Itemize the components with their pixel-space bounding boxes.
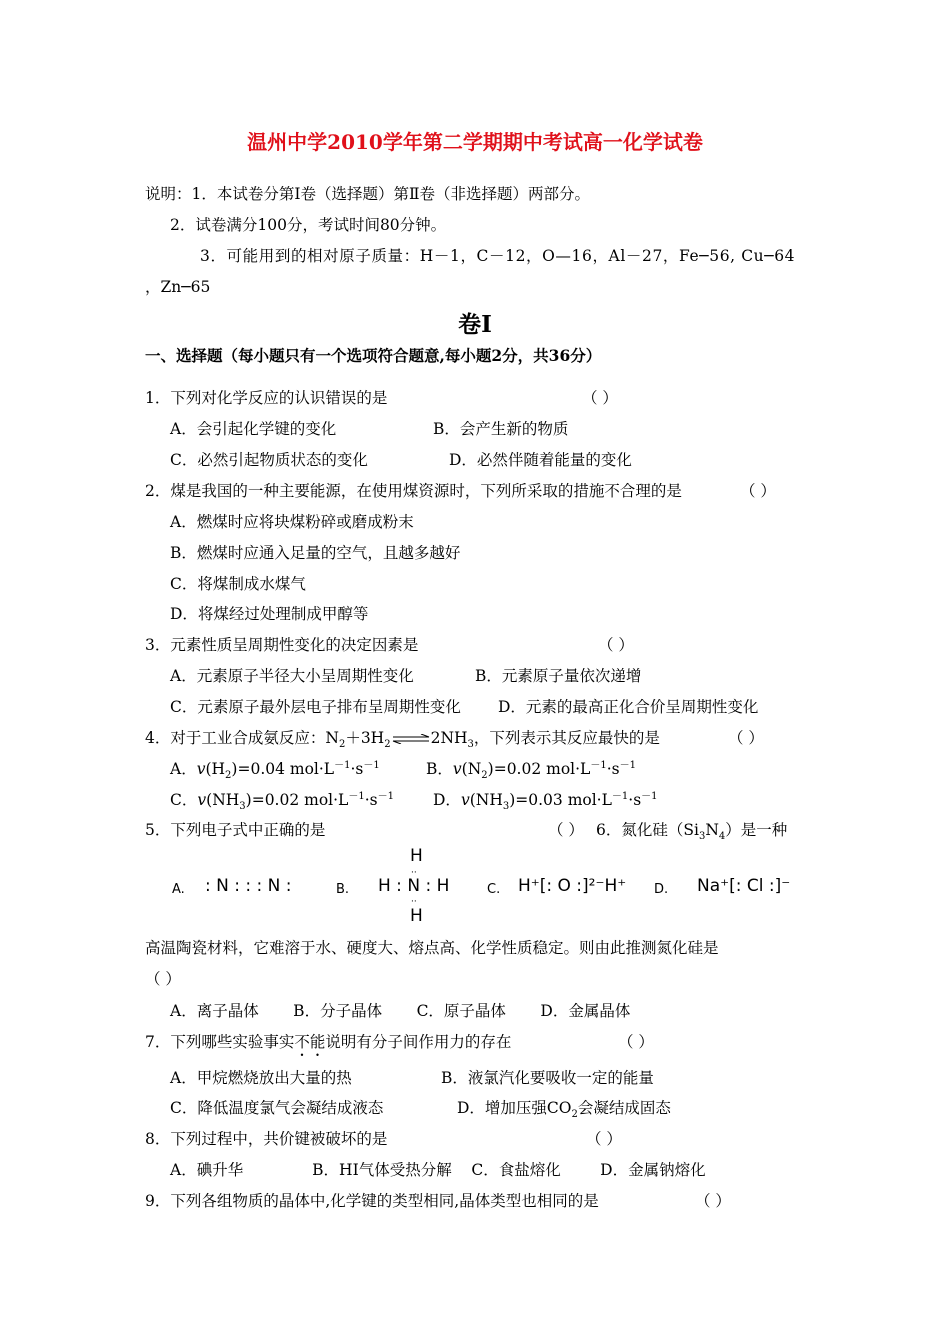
q4-c-species: (NH: [206, 791, 240, 809]
q4-n2-sub: 2: [338, 739, 346, 751]
q4-b-sub: 2: [481, 770, 488, 782]
q4-stem-mid: ＋3H: [345, 729, 385, 747]
q4-d-unit: ·s: [628, 791, 642, 809]
q6-options: A．离子晶体 B．分子晶体 C．原子晶体 D．金属晶体: [170, 1002, 631, 1020]
q4-option-b: [426, 759, 636, 782]
q4-d-label: D．: [433, 791, 461, 809]
formula-b-h-bottom: H: [410, 906, 423, 926]
q1-option-a: A．会引起化学键的变化: [170, 420, 337, 438]
formula-option-b: [336, 878, 349, 898]
formula-a: [205, 876, 292, 896]
q1-answer-bracket[interactable]: （ ）: [582, 389, 618, 407]
q6-sub4: 4: [718, 831, 726, 843]
q4-stem-pre: 4．对于工业合成氨反应：N: [145, 729, 339, 747]
q2-option-b: B．燃煤时应通入足量的空气，且越多越好: [170, 544, 461, 562]
q4-a-unit: ·s: [350, 760, 364, 778]
q4-d-sup2: －1: [641, 790, 658, 802]
q3-stem: 3．元素性质呈周期性变化的决定因素是: [145, 636, 419, 654]
q4-b-v: v: [452, 760, 462, 778]
formula-b-bottom-h: [410, 906, 423, 926]
q1-stem: 1．下列对化学反应的认识错误的是: [145, 389, 388, 407]
q4-option-d: [433, 790, 658, 813]
q4-stem-end: ，下列表示其反应最快的是: [473, 729, 660, 747]
q8-stem: 8．下列过程中，共价键被破坏的是: [145, 1130, 388, 1148]
q6-stem-b: N: [705, 821, 719, 839]
q4-b-value: )=0.02 mol·L: [487, 760, 591, 778]
q4-d-sup1: －1: [611, 790, 629, 802]
q1-option-c: C．必然引起物质状态的变化: [170, 451, 368, 469]
q7-d-b: 会凝结成固态: [577, 1099, 671, 1117]
q3-answer-bracket[interactable]: （ ）: [598, 636, 634, 654]
volume-heading: 卷Ⅰ: [458, 311, 492, 338]
formula-b: [378, 876, 449, 896]
formula-d-text: Na⁺[: Cl :]⁻: [697, 876, 791, 896]
q4-b-unit: ·s: [606, 760, 620, 778]
q4-c-sup2: －1: [377, 790, 394, 802]
q8-answer-bracket[interactable]: （ ）: [586, 1130, 622, 1148]
page-title: 温州中学2010学年第二学期期中考试高一化学试卷: [247, 130, 703, 154]
q4-b-sup2: －1: [619, 759, 636, 771]
formula-b-dots-top: ··: [411, 868, 417, 878]
q7-d-sub: 2: [571, 1109, 578, 1121]
q9-stem: 9．下列各组物质的晶体中,化学键的类型相同,晶体类型也相同的是: [145, 1192, 599, 1210]
q6-stem: [596, 820, 788, 843]
formula-c-label: C.: [487, 882, 501, 897]
q4-option-c: [170, 790, 394, 813]
q7-emphasis: 不能: [294, 1033, 326, 1051]
q6-sub3: 3: [698, 831, 706, 843]
q4-b-label: B．: [426, 760, 453, 778]
q2-option-c: C．将煤制成水煤气: [170, 575, 306, 593]
q4-c-sub: 3: [239, 801, 246, 813]
formula-b-label: B.: [336, 882, 350, 897]
formula-b-h-top: H: [410, 846, 423, 866]
q4-a-sup1: －1: [334, 759, 351, 771]
formula-option-d: [654, 878, 668, 898]
q5-answer-bracket[interactable]: （ ）: [548, 821, 584, 839]
q2-option-d: D．将煤经过处理制成甲醇等: [170, 605, 369, 623]
formula-a-label: A.: [172, 882, 185, 897]
q4-a-sup2: －1: [363, 759, 380, 771]
note-3: 3．可能用到的相对原子质量：H－1，C－12，O—16，Al－27，Fe─56, Cu─64: [200, 247, 796, 265]
section-heading: 一、选择题（每小题只有一个选项符合题意,每小题2分，共36分）: [145, 346, 602, 365]
q4-h2-sub: 2: [384, 739, 391, 751]
q4-b-sup1: －1: [590, 759, 607, 771]
q7-option-b: B．液氯汽化要吸收一定的能量: [441, 1069, 654, 1087]
q4-a-species: (H: [205, 760, 226, 778]
q7-d-a: D．增加压强CO: [457, 1099, 572, 1117]
formula-c-text: H⁺[: O :]²⁻H⁺: [518, 876, 627, 896]
q4-c-value: )=0.02 mol·L: [245, 791, 349, 809]
formula-a-text: : N : : : N :: [205, 876, 292, 896]
formula-option-c: [487, 878, 500, 898]
q2-stem: 2．煤是我国的一种主要能源，在使用煤资源时，下列所采取的措施不合理的是: [145, 482, 682, 500]
q4-nh3-sub: 3: [467, 739, 474, 751]
q4-d-sub: 3: [502, 801, 510, 813]
q7-option-d: [457, 1098, 671, 1121]
q7-stem-c: 说明有分子间作用力的存在: [325, 1033, 512, 1051]
q7-stem-a: 7．下列哪些实验事实: [145, 1033, 295, 1051]
q7-stem: [145, 1032, 511, 1060]
q9-answer-bracket[interactable]: （ ）: [695, 1192, 731, 1210]
q4-a-sub: 2: [225, 770, 232, 782]
q1-option-d: D．必然伴随着能量的变化: [449, 451, 632, 469]
formula-b-dots-bottom: ··: [411, 897, 417, 907]
formula-b-top-h: [410, 846, 423, 866]
q6-stem-a: 6．氮化硅（Si: [596, 821, 699, 839]
q7-answer-bracket[interactable]: （ ）: [618, 1033, 654, 1051]
q3-option-b: B．元素原子量依次递增: [475, 667, 642, 685]
formula-d: [697, 876, 790, 896]
q6-answer-bracket[interactable]: （ ）: [145, 970, 181, 988]
q4-option-a: [170, 759, 380, 782]
q4-stem: [145, 728, 660, 751]
q4-d-v: v: [460, 791, 470, 809]
q4-c-v: v: [197, 791, 207, 809]
note-2: 2．试卷满分100分，考试时间80分钟。: [170, 216, 447, 234]
q4-c-unit: ·s: [364, 791, 378, 809]
q7-option-c: C．降低温度氯气会凝结成液态: [170, 1099, 384, 1117]
formula-c: [518, 876, 626, 896]
note-3-cont: ，Zn─65: [145, 278, 211, 296]
q1-option-b: B．会产生新的物质: [433, 420, 569, 438]
q3-option-d: D．元素的最高正化合价呈周期性变化: [498, 698, 759, 716]
note-1: 说明：1．本试卷分第Ⅰ卷（选择题）第Ⅱ卷（非选择题）两部分。: [145, 185, 591, 203]
q6-continuation: 高温陶瓷材料，它难溶于水、硬度大、熔点高、化学性质稳定。则由此推测氮化硅是: [145, 939, 719, 957]
q6-stem-c: ）是一种: [725, 821, 788, 839]
formula-option-a: [172, 878, 185, 898]
formula-d-label: D.: [654, 882, 669, 897]
q4-a-value: )=0.04 mol·L: [231, 760, 335, 778]
formula-b-text: H : N : H: [378, 876, 450, 896]
q2-option-a: A．燃煤时应将块煤粉碎或磨成粉末: [170, 513, 414, 531]
q3-option-c: C．元素原子最外层电子排布呈周期性变化: [170, 698, 461, 716]
q4-a-label: A．: [170, 760, 197, 778]
q4-b-species: (N: [461, 760, 482, 778]
q5-stem: 5．下列电子式中正确的是: [145, 821, 326, 839]
q3-option-a: A．元素原子半径大小呈周期性变化: [170, 667, 414, 685]
q4-c-sup1: －1: [348, 790, 365, 802]
q4-d-species: (NH: [469, 791, 503, 809]
q4-c-label: C．: [170, 791, 198, 809]
q2-answer-bracket[interactable]: （ ）: [740, 482, 776, 500]
equilibrium-arrow-icon: [391, 734, 431, 744]
q4-d-value: )=0.03 mol·L: [509, 791, 612, 809]
q4-answer-bracket[interactable]: （ ）: [728, 729, 764, 747]
q7-option-a: A．甲烷燃烧放出大量的热: [170, 1069, 352, 1087]
q4-a-v: v: [196, 760, 206, 778]
q4-stem-post: 2NH: [430, 729, 468, 747]
q8-options: A．碘升华 B．HI气体受热分解 C．食盐熔化 D．金属钠熔化: [170, 1161, 706, 1179]
